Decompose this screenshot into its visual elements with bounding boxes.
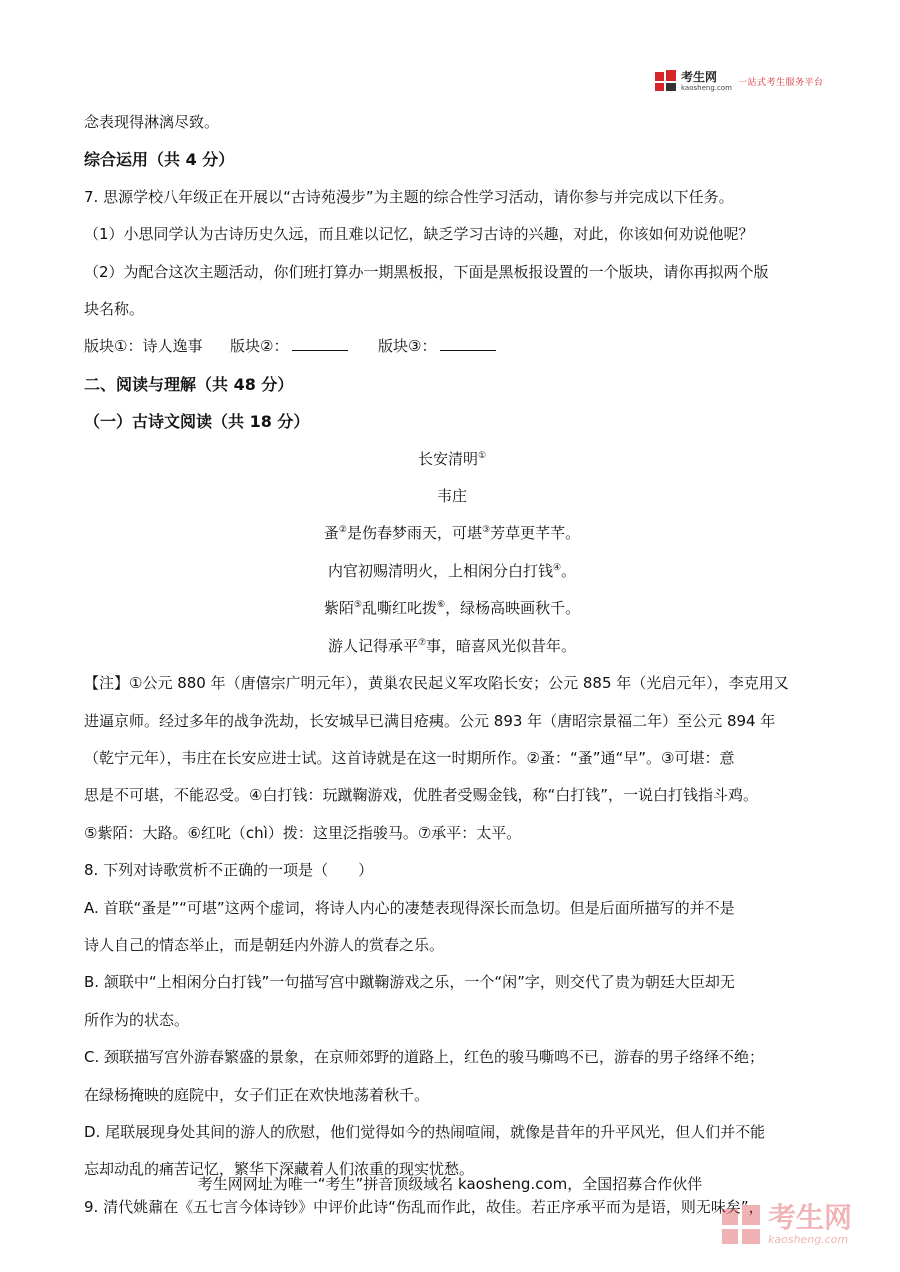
logo-domain: kaosheng.com — [681, 83, 732, 92]
poem-line-1: 蚤②是伤春梦雨天，可堪③芳草更芊芊。 — [323, 524, 581, 543]
q8-option-c-line2: 在绿杨掩映的庭院中，女子们正在欢快地荡着秋千。 — [84, 1085, 430, 1104]
kaosheng-logo-icon — [655, 70, 677, 92]
poem-line-3: 紫陌⑤乱嘶红叱拨⑥，绿杨高映画秋千。 — [323, 599, 581, 618]
board-3-blank[interactable] — [440, 336, 496, 351]
section2-title: 二、阅读与理解（共 48 分） — [84, 374, 294, 394]
header-logo — [655, 70, 823, 92]
watermark-logo-icon — [722, 1205, 762, 1245]
q7-part2-line2: 块名称。 — [84, 300, 145, 319]
board-sections — [84, 328, 820, 365]
q7-part1: （1）小思同学认为古诗历史久远，而且难以记忆，缺乏学习古诗的兴趣，对此，你该如何劝说他呢？ — [84, 225, 754, 244]
logo-slogan: 一站式考生服务平台 — [737, 77, 824, 88]
watermark-domain: kaosheng.com — [768, 1233, 849, 1246]
watermark-name: 考生网 — [768, 1201, 853, 1234]
q8-stem: 8. 下列对诗歌赏析不正确的一项是（ ） — [84, 861, 374, 880]
poem-line-4: 游人记得承平⑦事，暗喜风光似昔年。 — [327, 636, 577, 655]
board-2-blank[interactable] — [292, 336, 348, 351]
prev-page-line: 念表现得淋漓尽致。 — [84, 113, 220, 131]
q9-line1: 9. 清代姚鼐在《五七言今体诗钞》中评价此诗“伤乱而作此，故佳。若正序承平而为是语，则无味矣”， — [84, 1197, 764, 1216]
poem-line-2: 内官初赐清明火，上相闲分白打钱④。 — [327, 561, 577, 580]
q8-option-a-line1: A. 首联“蚤是”“可堪”这两个虚词，将诗人内心的凄楚表现得深长而急切。但是后面所描写的并不是 — [84, 898, 735, 917]
poem-author: 韦庄 — [436, 487, 467, 506]
board-1: 版块①：诗人逸事 — [84, 337, 203, 356]
section2-subtitle: （一）古诗文阅读（共 18 分） — [84, 412, 310, 432]
notes-line-1: 【注】①公元 880 年（唐僖宗广明元年），黄巢农民起义军攻陷长安；公元 885 年（光启元年），李克用又 — [84, 674, 789, 693]
q7-part2-line1: （2）为配合这次主题活动，你们班打算办一期黑板报，下面是黑板报设置的一个版块，请你再拟两个版 — [84, 262, 769, 281]
notes-line-4: 思是不可堪，不能忍受。④白打钱：玩蹴鞠游戏，优胜者受赐金钱，称“白打钱”，一说白打钱指斗鸡。 — [84, 786, 758, 805]
board-3-label: 版块③： — [378, 337, 437, 356]
notes-line-5: ⑤紫陌：大路。⑥红叱（chì）拨：这里泛指骏马。⑦承平：太平。 — [84, 823, 522, 842]
q8-option-d-line1: D. 尾联展现身处其间的游人的欣慰，他们觉得如今的热闹喧闹，就像是昔年的升平风光，但人们并不能 — [84, 1122, 766, 1141]
watermark-logo — [722, 1201, 853, 1246]
logo-name: 考生网 — [681, 69, 718, 84]
q8-option-d-line2: 忘却动乱的痛苦记忆，繁华下深藏着人们浓重的现实忧愁。 — [84, 1160, 475, 1179]
board-2-label: 版块②： — [230, 337, 289, 356]
notes-line-2: 进逼京师。经过多年的战争洗劫，长安城早已满目疮痍。公元 893 年（唐昭宗景福二年）至公元 894 年 — [84, 711, 776, 730]
page-footer: 考生网网址为唯一“考生”拼音顶级域名 kaosheng.com，全国招募合作伙伴 — [197, 1175, 703, 1193]
poem-title: 长安清明① — [417, 449, 487, 468]
q7-stem: 7. 思源学校八年级正在开展以“古诗苑漫步”为主题的综合性学习活动，请你参与并完成以下任务。 — [84, 187, 734, 206]
q8-option-b-line1: B. 颔联中“上相闲分白打钱”一句描写宫中蹴鞠游戏之乐，一个“闲”字，则交代了贵为朝廷大臣却无 — [84, 973, 735, 992]
notes-line-3: （乾宁元年），韦庄在长安应进士试。这首诗就是在这一时期所作。②蚤：“蚤”通“早”。③可堪：意 — [84, 748, 735, 767]
q8-option-b-line2: 所作为的状态。 — [84, 1010, 190, 1029]
section-comprehensive-title: 综合运用（共 4 分） — [84, 150, 235, 170]
q8-option-c-line1: C. 颈联描写宫外游春繁盛的景象，在京师郊野的道路上，红色的骏马嘶鸣不已，游春的男子络绎不绝； — [84, 1048, 765, 1067]
q8-option-a-line2: 诗人自己的情态举止，而是朝廷内外游人的赏春之乐。 — [84, 935, 445, 954]
document-body — [84, 104, 820, 1226]
